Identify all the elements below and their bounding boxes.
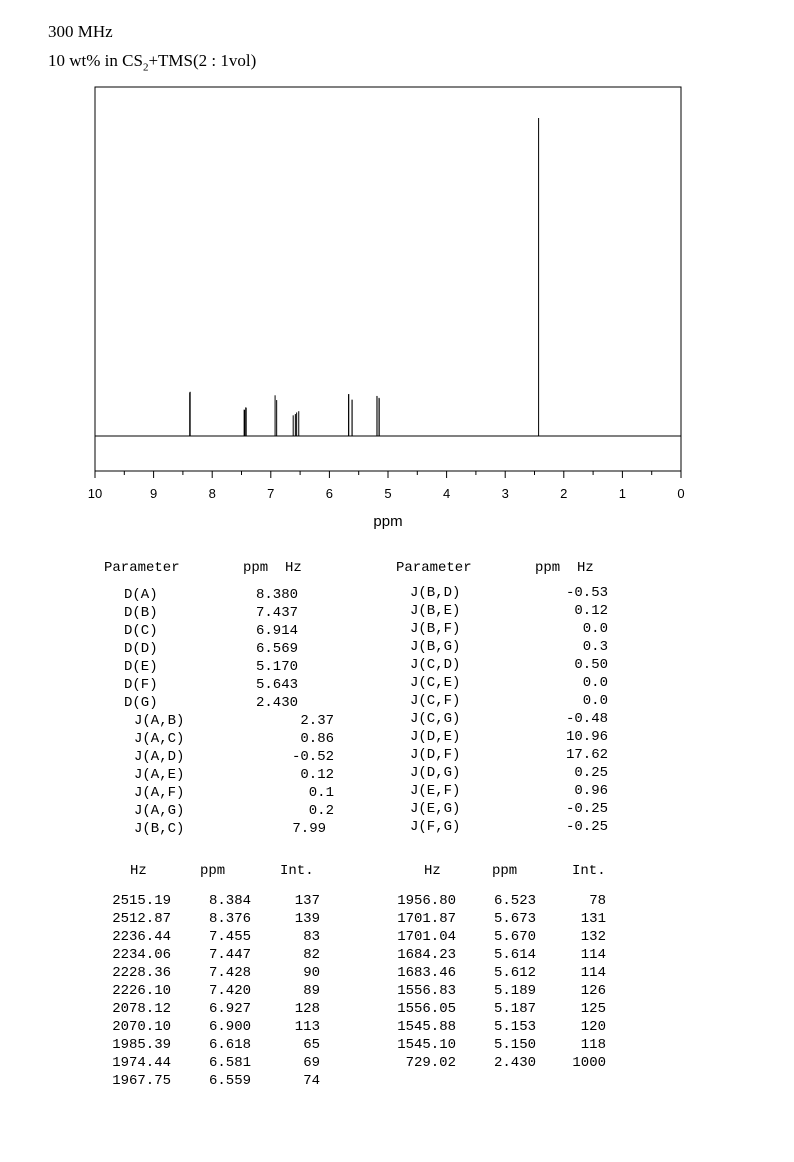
param-row — [396, 656, 656, 674]
param-row — [396, 800, 656, 818]
param-value: -0.53 — [565, 585, 608, 601]
param-name: J(B,D) — [410, 585, 461, 601]
peak-ppm: 5.150 — [493, 1037, 536, 1053]
peak-int: 82 — [303, 947, 320, 963]
param-row — [104, 748, 364, 766]
peak-row — [386, 910, 626, 928]
param-value: 0.2 — [308, 803, 334, 819]
param-name: D(F) — [124, 677, 158, 693]
frequency-label: 300 MHz — [48, 22, 113, 41]
x-ticks-group — [88, 471, 685, 501]
param-name: J(C,F) — [410, 693, 461, 709]
peak-row — [100, 964, 340, 982]
peak-ppm: 5.612 — [493, 965, 536, 981]
peak-row — [100, 892, 340, 910]
peak-int: 74 — [303, 1073, 320, 1089]
param-name: J(E,F) — [410, 783, 461, 799]
peak-hz: 1956.80 — [397, 893, 456, 909]
param-row — [104, 622, 364, 640]
param-row — [104, 604, 364, 622]
param-value: 10.96 — [565, 729, 608, 745]
peak-int: 131 — [580, 911, 606, 927]
x-tick-label: 7 — [267, 486, 275, 501]
param-name: D(C) — [124, 623, 158, 639]
x-axis-label: ppm — [373, 513, 403, 530]
param-row — [396, 782, 656, 800]
param-value: 2.37 — [300, 713, 334, 729]
peak-ppm: 7.428 — [208, 965, 251, 981]
param-value: 0.96 — [574, 783, 608, 799]
param-name: J(B,F) — [410, 621, 461, 637]
peak-row — [386, 1018, 626, 1036]
param-col-header: Parameter — [104, 560, 180, 576]
peak-hz: 2234.06 — [112, 947, 171, 963]
peak-hz: 1545.10 — [397, 1037, 456, 1053]
peak-row — [386, 1054, 626, 1072]
peak-hz: 1556.83 — [397, 983, 456, 999]
param-row — [396, 746, 656, 764]
solvent-text-rest: +TMS(2 : 1vol) — [148, 51, 257, 70]
peak-hz: 1683.46 — [397, 965, 456, 981]
peak-hz: 1967.75 — [112, 1073, 171, 1089]
peak-int: 120 — [580, 1019, 606, 1035]
peaks-table-left — [100, 862, 340, 1090]
param-row — [104, 586, 364, 604]
param-name: J(C,E) — [410, 675, 461, 691]
peak-int: 1000 — [572, 1055, 606, 1071]
param-value: 0.0 — [582, 621, 608, 637]
param-row — [104, 802, 364, 820]
param-name: D(A) — [124, 587, 158, 603]
units-col-header: ppm Hz — [535, 560, 594, 576]
peak-row — [100, 946, 340, 964]
peak-int: 128 — [294, 1001, 320, 1017]
param-value: 0.25 — [574, 765, 608, 781]
peak-int: 114 — [580, 947, 606, 963]
x-tick-label: 1 — [618, 486, 627, 501]
peak-ppm: 6.559 — [208, 1073, 251, 1089]
param-name: J(D,F) — [410, 747, 461, 763]
param-name: D(D) — [124, 641, 158, 657]
peak-row — [386, 1036, 626, 1054]
param-row — [396, 674, 656, 692]
param-name: J(A,B) — [134, 713, 185, 729]
peak-row — [386, 964, 626, 982]
param-row — [104, 784, 364, 802]
param-value: 0.50 — [574, 657, 608, 673]
param-value: 0.86 — [300, 731, 334, 747]
peak-int: 132 — [580, 929, 606, 945]
peak-ppm: 8.376 — [208, 911, 251, 927]
peak-ppm: 6.523 — [493, 893, 536, 909]
params-header-left — [104, 559, 364, 577]
peak-ppm: 5.153 — [493, 1019, 536, 1035]
param-value: 7.437 — [256, 605, 299, 621]
peak-int: 69 — [303, 1055, 320, 1071]
peak-ppm: 5.189 — [493, 983, 536, 999]
param-row — [396, 584, 656, 602]
param-value: 0.3 — [582, 639, 608, 655]
x-tick-label: 10 — [87, 486, 103, 501]
peaks-group — [190, 118, 539, 436]
param-row — [396, 620, 656, 638]
peak-int: 65 — [303, 1037, 320, 1053]
params-table-left — [104, 559, 364, 838]
param-row — [396, 638, 656, 656]
param-row — [396, 764, 656, 782]
param-name: J(B,G) — [410, 639, 461, 655]
peak-hz: 2070.10 — [112, 1019, 171, 1035]
param-row — [104, 712, 364, 730]
peak-int: 83 — [303, 929, 320, 945]
x-tick-label: 2 — [560, 486, 568, 501]
param-value: -0.48 — [565, 711, 608, 727]
param-name: J(E,G) — [410, 801, 461, 817]
solvent-subscript: 2 — [142, 61, 149, 74]
ppm-col-header: ppm — [492, 863, 518, 879]
param-value: 6.914 — [256, 623, 299, 639]
peak-hz: 1701.87 — [397, 911, 456, 927]
peak-hz: 1545.88 — [397, 1019, 456, 1035]
peak-row — [100, 1054, 340, 1072]
peak-ppm: 6.900 — [208, 1019, 251, 1035]
peak-hz: 1684.23 — [397, 947, 456, 963]
peak-ppm: 5.673 — [493, 911, 536, 927]
param-value: 0.1 — [308, 785, 334, 801]
param-value: -0.25 — [565, 801, 608, 817]
peak-hz: 2078.12 — [112, 1001, 171, 1017]
param-value: 0.0 — [582, 675, 608, 691]
param-row — [396, 602, 656, 620]
units-col-header: ppm Hz — [243, 560, 302, 576]
peak-hz: 1985.39 — [112, 1037, 171, 1053]
peak-hz: 1701.04 — [397, 929, 456, 945]
peak-row — [386, 982, 626, 1000]
peak-row — [100, 928, 340, 946]
peak-ppm: 8.384 — [208, 893, 251, 909]
peak-ppm: 5.614 — [493, 947, 536, 963]
param-value: -0.52 — [291, 749, 334, 765]
params-table-right — [396, 559, 656, 836]
param-value: 0.12 — [300, 767, 334, 783]
param-value: 7.99 — [292, 821, 326, 837]
param-row — [104, 676, 364, 694]
param-name: J(A,C) — [134, 731, 185, 747]
params-header-right — [396, 559, 656, 577]
param-row — [396, 818, 656, 836]
param-row — [396, 728, 656, 746]
param-name: J(A,G) — [134, 803, 185, 819]
param-name: D(B) — [124, 605, 158, 621]
x-tick-label: 5 — [384, 486, 392, 501]
peak-hz: 2512.87 — [112, 911, 171, 927]
param-name: D(G) — [124, 695, 158, 711]
plot-frame — [95, 87, 681, 471]
param-name: J(D,E) — [410, 729, 461, 745]
peak-row — [100, 1000, 340, 1018]
param-value: 5.170 — [256, 659, 299, 675]
solvent-text: 10 wt% in CS — [48, 51, 143, 70]
param-col-header: Parameter — [396, 560, 472, 576]
int-col-header: Int. — [280, 863, 314, 879]
peak-int: 78 — [589, 893, 606, 909]
peak-row — [386, 928, 626, 946]
peak-ppm: 6.581 — [208, 1055, 251, 1071]
peak-row — [386, 946, 626, 964]
peak-row — [100, 910, 340, 928]
param-name: J(A,F) — [134, 785, 185, 801]
param-value: 0.12 — [574, 603, 608, 619]
peak-hz: 2515.19 — [112, 893, 171, 909]
peak-int: 113 — [294, 1019, 320, 1035]
param-value: 0.0 — [582, 693, 608, 709]
peak-int: 125 — [580, 1001, 606, 1017]
peak-ppm: 6.618 — [208, 1037, 251, 1053]
nmr-spectrum-chart — [0, 0, 794, 540]
x-tick-label: 8 — [208, 486, 216, 501]
peak-int: 89 — [303, 983, 320, 999]
peak-hz: 729.02 — [405, 1055, 456, 1071]
x-tick-label: 4 — [442, 486, 451, 501]
peak-int: 118 — [580, 1037, 606, 1053]
param-row — [104, 730, 364, 748]
x-tick-label: 3 — [501, 486, 509, 501]
peaks-table-right — [386, 862, 626, 1072]
peak-hz: 1556.05 — [397, 1001, 456, 1017]
peaks-header-left — [100, 862, 340, 880]
param-row — [396, 692, 656, 710]
peak-ppm: 7.447 — [208, 947, 251, 963]
peak-hz: 2226.10 — [112, 983, 171, 999]
peak-ppm: 5.670 — [493, 929, 536, 945]
param-row — [104, 766, 364, 784]
param-row — [104, 658, 364, 676]
peak-int: 139 — [294, 911, 320, 927]
param-name: J(B,E) — [410, 603, 461, 619]
param-value: 5.643 — [256, 677, 299, 693]
hz-col-header: Hz — [424, 863, 441, 879]
peak-row — [100, 1036, 340, 1054]
param-value: 8.380 — [256, 587, 299, 603]
param-value: 17.62 — [565, 747, 608, 763]
param-name: J(A,E) — [134, 767, 185, 783]
param-name: D(E) — [124, 659, 158, 675]
x-tick-label: 6 — [325, 486, 334, 501]
param-name: J(A,D) — [134, 749, 185, 765]
peak-row — [100, 1018, 340, 1036]
param-row — [104, 640, 364, 658]
peak-hz: 1974.44 — [112, 1055, 171, 1071]
param-name: J(B,C) — [134, 821, 185, 837]
peak-row — [100, 1072, 340, 1090]
int-col-header: Int. — [572, 863, 606, 879]
peak-ppm: 7.420 — [208, 983, 251, 999]
param-row — [396, 710, 656, 728]
peak-hz: 2228.36 — [112, 965, 171, 981]
peaks-header-right — [386, 862, 626, 880]
peak-ppm: 5.187 — [493, 1001, 536, 1017]
param-row — [104, 820, 364, 838]
param-name: J(C,D) — [410, 657, 461, 673]
peak-hz: 2236.44 — [112, 929, 171, 945]
peak-row — [100, 982, 340, 1000]
param-row — [104, 694, 364, 712]
x-tick-label: 0 — [677, 486, 685, 501]
ppm-col-header: ppm — [200, 863, 226, 879]
peak-ppm: 6.927 — [208, 1001, 251, 1017]
param-value: -0.25 — [565, 819, 608, 835]
peak-int: 90 — [303, 965, 320, 981]
peak-int: 114 — [580, 965, 606, 981]
peak-int: 126 — [580, 983, 606, 999]
peak-row — [386, 892, 626, 910]
hz-col-header: Hz — [130, 863, 147, 879]
param-name: J(C,G) — [410, 711, 461, 727]
param-name: J(F,G) — [410, 819, 461, 835]
param-value: 2.430 — [256, 695, 299, 711]
peak-row — [386, 1000, 626, 1018]
x-tick-label: 9 — [149, 486, 158, 501]
param-value: 6.569 — [256, 641, 299, 657]
peak-ppm: 7.455 — [208, 929, 251, 945]
peak-int: 137 — [294, 893, 320, 909]
param-name: J(D,G) — [410, 765, 461, 781]
peak-ppm: 2.430 — [493, 1055, 536, 1071]
